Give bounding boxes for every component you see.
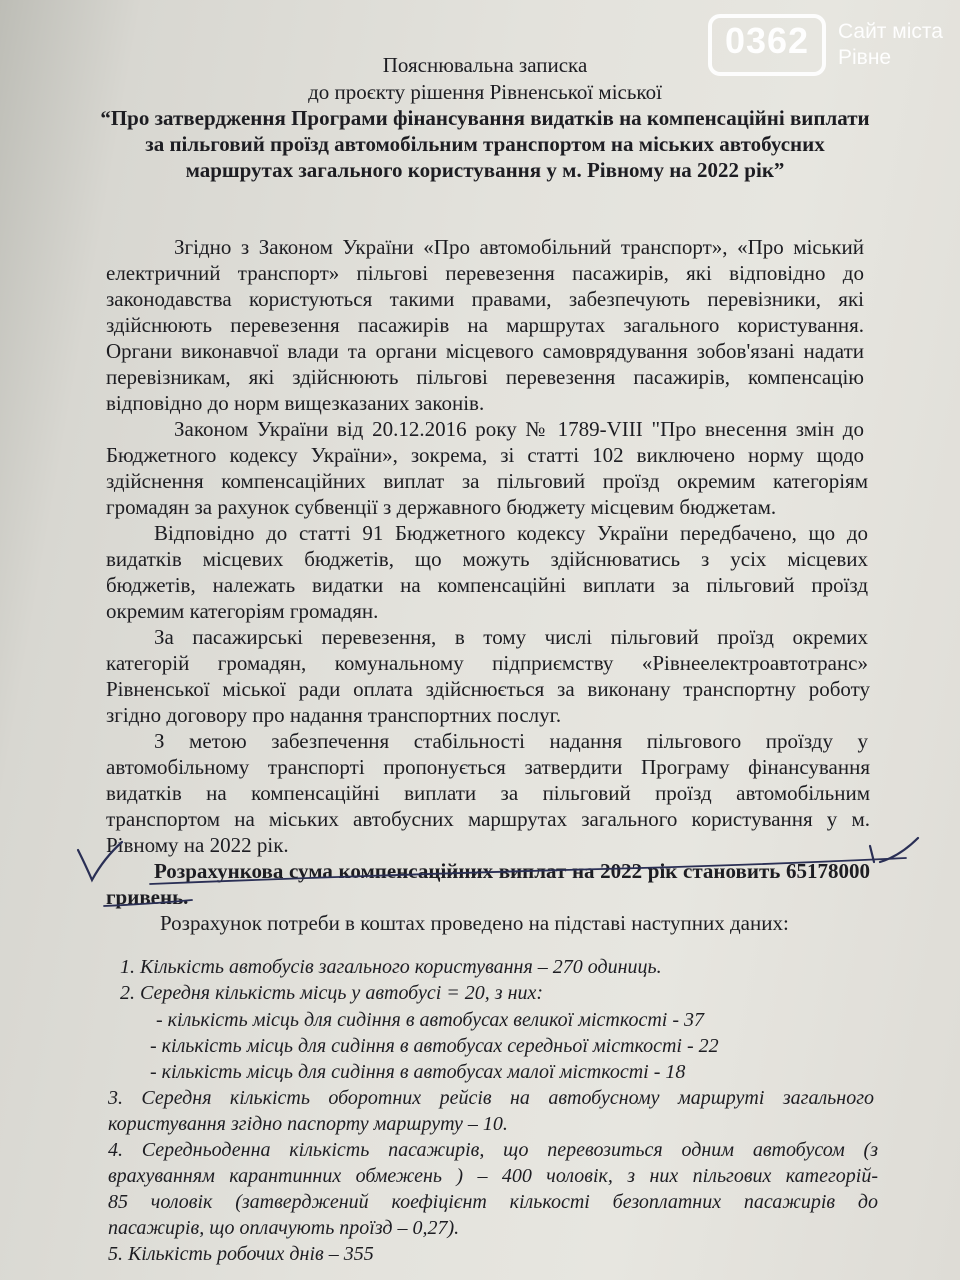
list-item: 1. Кількість автобусів загального користування – 270 одиниць.	[120, 956, 662, 978]
watermark-line1: Сайт міста	[838, 20, 943, 43]
watermark-line2: Рівне	[838, 46, 892, 69]
body-line: За пасажирські перевезення, в тому числі пільговий проїзд окремих	[154, 625, 868, 649]
list-item: врахуванням карантинних обмежень ) – 400 чоловік, з них пільгових категорій-	[108, 1165, 878, 1187]
title-line: за пільговий проїзд автомобільним транспортом на міських автобусних	[145, 132, 825, 156]
body-line: законодавства користуються такими правами, забезпечують перевізники, які	[106, 287, 864, 311]
body-line: Рівному на 2022 рік.	[106, 833, 289, 857]
body-line: бюджетів, належать видатки на компенсаційні виплати за пільговий проїзд	[106, 573, 868, 597]
title-line: “Про затвердження Програми фінансування видатків на компенсаційні виплати	[100, 106, 870, 130]
body-line: здійснюють перевезення пасажирів на маршрутах загального користування.	[106, 313, 864, 337]
list-subitem: - кількість місць для сидіння в автобусах великої місткості - 37	[156, 1009, 705, 1031]
list-item: пасажирів, що оплачують проїзд – 0,27).	[108, 1217, 460, 1239]
list-item: 85 чоловік (затверджений коефіцієнт кількості безоплатних пасажирів до	[108, 1191, 878, 1213]
title-line: Пояснювальна записка	[382, 53, 588, 77]
body-line: Розрахунок потреби в коштах проведено на підставі наступних даних:	[160, 911, 789, 935]
body-line: видатків на компенсаційні виплати за пільговий проїзд автомобільним	[106, 781, 870, 805]
list-subitem: - кількість місць для сидіння в автобусах середньої місткості - 22	[150, 1035, 719, 1057]
compensation-sum-line: гривень.	[106, 885, 189, 909]
body-line: Законом України від 20.12.2016 року № 1789-VIII "Про внесення змін до	[174, 417, 864, 441]
body-line: З метою забезпечення стабільності надання пільгового проїзду у	[154, 729, 868, 753]
list-item: користування згідно паспорту маршруту – 10.	[108, 1113, 508, 1135]
body-line: Рівненської міської ради оплата здійснюється за виконану транспортну роботу	[106, 677, 870, 701]
watermark-number: 0362	[724, 20, 810, 61]
list-subitem: - кількість місць для сидіння в автобусах малої місткості - 18	[150, 1061, 686, 1083]
underline-currency-icon	[104, 900, 192, 906]
body-line: автомобільному транспорті пропонується затвердити Програму фінансування	[106, 755, 870, 779]
body-line: видатків місцевих бюджетів, що можуть здійснюватись з усіх місцевих	[106, 547, 868, 571]
body-line: Органи виконавчої влади та органи місцевого самоврядування зобов'язані надати	[106, 339, 864, 363]
list-item: 5. Кількість робочих днів – 355	[108, 1243, 374, 1265]
list-item: 2. Середня кількість місць у автобусі = 20, з них:	[120, 982, 544, 1004]
list-item: 4. Середньоденна кількість пасажирів, що перевозиться одним автобусом (з	[108, 1139, 878, 1161]
body-line: транспортом на міських автобусних маршрутах загального користування у м.	[106, 807, 870, 831]
underline-sum-icon	[150, 858, 906, 884]
compensation-sum-line: Розрахункова сума компенсаційних виплат на 2022 рік становить 65178000	[154, 859, 870, 883]
body-line: відповідно до норм вищезказаних законів.	[106, 391, 485, 415]
body-line: Відповідно до статті 91 Бюджетного кодексу України передбачено, що до	[154, 521, 868, 545]
body-line: окремим категоріям громадян.	[106, 599, 379, 623]
body-line: перевізникам, які здійснюють пільгові перевезення пасажирів, компенсацію	[106, 365, 864, 389]
body-line: громадян за рахунок субвенції з державного бюджету місцевим бюджетам.	[106, 495, 777, 519]
body-line: Згідно з Законом України «Про автомобільний транспорт», «Про міський	[174, 235, 864, 259]
body-line: Бюджетного кодексу України», зокрема, зі статті 102 виключено норму щодо	[106, 443, 864, 467]
body-line: категорій громадян, комунальному підприємству «Рівнеелектроавтотранс»	[106, 651, 868, 675]
title-line: до проєкту рішення Рівненської міської	[308, 80, 662, 104]
title-line: маршрутах загального користування у м. Рівному на 2022 рік”	[185, 158, 785, 182]
body-line: згідно договору про надання транспортних послуг.	[106, 703, 562, 727]
checkmark-left-icon	[78, 842, 122, 880]
body-line: здійснення компенсаційних виплат за пільговий проїзд окремим категоріям	[106, 469, 868, 493]
list-item: 3. Середня кількість оборотних рейсів на автобусному маршруті загального	[108, 1087, 874, 1109]
body-line: електричний транспорт» пільгові перевезення пасажирів, які відповідно до	[106, 261, 864, 285]
